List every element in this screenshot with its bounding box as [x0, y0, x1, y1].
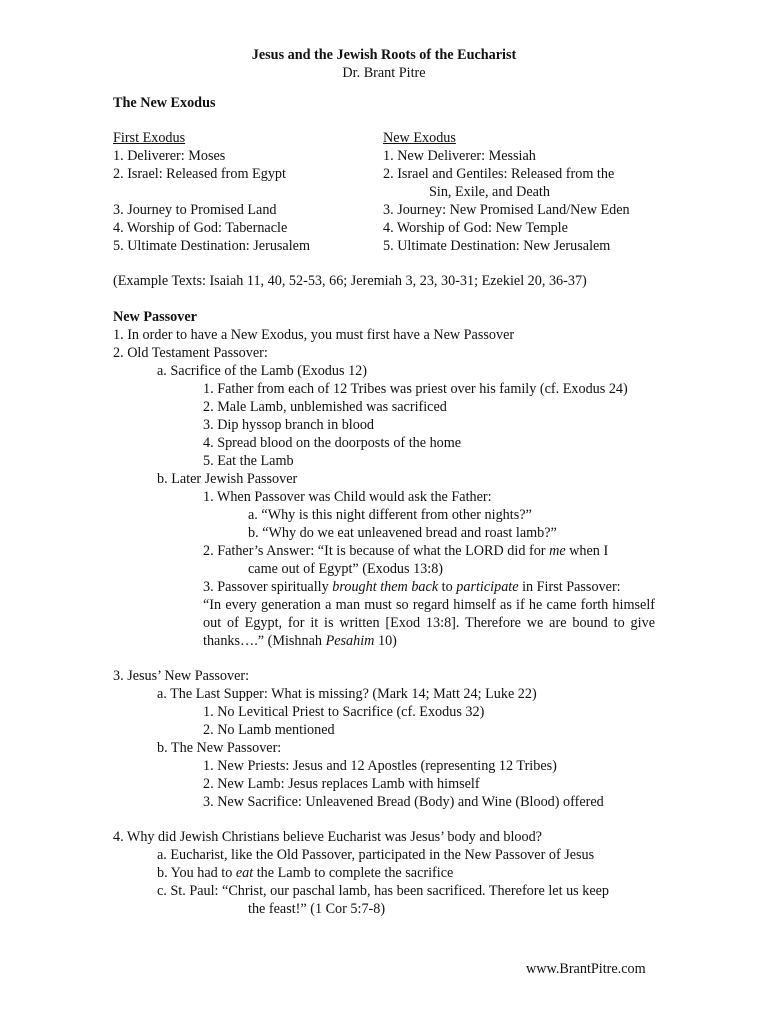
- passover-3b-item: 1. New Priests: Jesus and 12 Apostles (representing 12 Tribes): [203, 758, 557, 774]
- point-4b-text-end: the Lamb to complete the sacrifice: [253, 865, 454, 881]
- new-exodus-item: 4. Worship of God: New Temple: [383, 220, 568, 236]
- passover-3b-item: 3. New Sacrifice: Unleavened Bread (Body) and Wine (Blood) offered: [203, 794, 604, 810]
- passover-point-3a: a. The Last Supper: What is missing? (Mark 14; Matt 24; Luke 22): [157, 686, 537, 702]
- fathers-answer-emphasis: me: [549, 543, 566, 559]
- example-texts: (Example Texts: Isaiah 11, 40, 52-53, 66; Jeremiah 3, 23, 30-31; Ezekiel 20, 36-37): [113, 273, 587, 289]
- passover-2a-item: 5. Eat the Lamb: [203, 453, 294, 469]
- passover-point-1: 1. In order to have a New Exodus, you must first have a New Passover: [113, 327, 515, 343]
- passover-2b-item-3: [203, 578, 621, 596]
- passover-3a-item: 1. No Levitical Priest to Sacrifice (cf. Exodus 32): [203, 704, 485, 720]
- point-4b-emphasis: eat: [235, 865, 254, 881]
- item-3-text-end: in First Passover:: [518, 579, 621, 595]
- passover-2a-item: 4. Spread blood on the doorposts of the home: [203, 435, 462, 451]
- passover-2b-item-1: 1. When Passover was Child would ask the Father:: [203, 489, 492, 505]
- point-4b-text: b. You had to: [157, 865, 236, 881]
- first-exodus-item: 2. Israel: Released from Egypt: [113, 166, 286, 182]
- new-exodus-item-continued: Sin, Exile, and Death: [429, 184, 550, 200]
- first-exodus-item: 1. Deliverer: Moses: [113, 148, 226, 164]
- new-exodus-item: 2. Israel and Gentiles: Released from the: [383, 166, 615, 182]
- passover-2b-item-2: [203, 542, 608, 560]
- passover-point-4c: c. St. Paul: “Christ, our paschal lamb, has been sacrificed. Therefore let us keep: [157, 883, 610, 899]
- new-exodus-item: 5. Ultimate Destination: New Jerusalem: [383, 238, 611, 254]
- passover-3a-item: 2. No Lamb mentioned: [203, 722, 335, 738]
- passover-point-4: 4. Why did Jewish Christians believe Eucharist was Jesus’ body and blood?: [113, 829, 542, 845]
- document-author: Dr. Brant Pitre: [342, 65, 426, 81]
- quote-text: “In every generation a man must so regard himself as if he came forth himself out of Egypt, for it is written [Exod 13:8]. Therefore we are bound to give thanks….” (Mishnah: [203, 597, 655, 649]
- item-3-text-mid: to: [438, 579, 457, 595]
- quote-end: 10): [374, 633, 397, 649]
- passover-point-2b: b. Later Jewish Passover: [157, 471, 298, 487]
- passover-point-2: 2. Old Testament Passover:: [113, 345, 268, 361]
- passover-2a-item: 1. Father from each of 12 Tribes was priest over his family (cf. Exodus 24): [203, 381, 628, 397]
- item-3-text: 3. Passover spiritually: [203, 579, 333, 595]
- mishnah-quote: [203, 596, 655, 650]
- document-title: Jesus and the Jewish Roots of the Eucharist: [251, 47, 517, 63]
- first-exodus-item: 3. Journey to Promised Land: [113, 202, 277, 218]
- new-exodus-item: 3. Journey: New Promised Land/New Eden: [383, 202, 630, 218]
- section-heading-new-passover: New Passover: [113, 309, 197, 325]
- quote-source-emphasis: Pesahim: [325, 633, 375, 649]
- section-heading-new-exodus: The New Exodus: [113, 95, 216, 111]
- first-exodus-heading: First Exodus: [113, 130, 186, 146]
- passover-2a-item: 2. Male Lamb, unblemished was sacrificed: [203, 399, 447, 415]
- fathers-answer-continued: came out of Egypt” (Exodus 13:8): [248, 561, 444, 577]
- fathers-answer-text-end: when I: [565, 543, 609, 559]
- child-question-b: b. “Why do we eat unleavened bread and roast lamb?”: [248, 525, 557, 541]
- passover-point-3b: b. The New Passover:: [157, 740, 282, 756]
- first-exodus-item: 4. Worship of God: Tabernacle: [113, 220, 288, 236]
- child-question-a: a. “Why is this night different from other nights?”: [248, 507, 532, 523]
- passover-point-4a: a. Eucharist, like the Old Passover, participated in the New Passover of Jesus: [157, 847, 595, 863]
- passover-3b-item: 2. New Lamb: Jesus replaces Lamb with himself: [203, 776, 480, 792]
- item-3-emphasis-1: brought them back: [332, 579, 439, 595]
- passover-point-4b: [157, 864, 453, 882]
- fathers-answer-text: 2. Father’s Answer: “It is because of what the LORD did for: [203, 543, 550, 559]
- new-exodus-heading: New Exodus: [383, 130, 456, 146]
- passover-point-3: 3. Jesus’ New Passover:: [113, 668, 250, 684]
- footer-website: www.BrantPitre.com: [526, 961, 646, 977]
- new-exodus-item: 1. New Deliverer: Messiah: [383, 148, 536, 164]
- item-3-emphasis-2: participate: [456, 579, 519, 595]
- first-exodus-item: 5. Ultimate Destination: Jerusalem: [113, 238, 311, 254]
- passover-2a-item: 3. Dip hyssop branch in blood: [203, 417, 375, 433]
- passover-point-4c-continued: the feast!” (1 Cor 5:7-8): [248, 901, 386, 917]
- passover-point-2a: a. Sacrifice of the Lamb (Exodus 12): [157, 363, 367, 379]
